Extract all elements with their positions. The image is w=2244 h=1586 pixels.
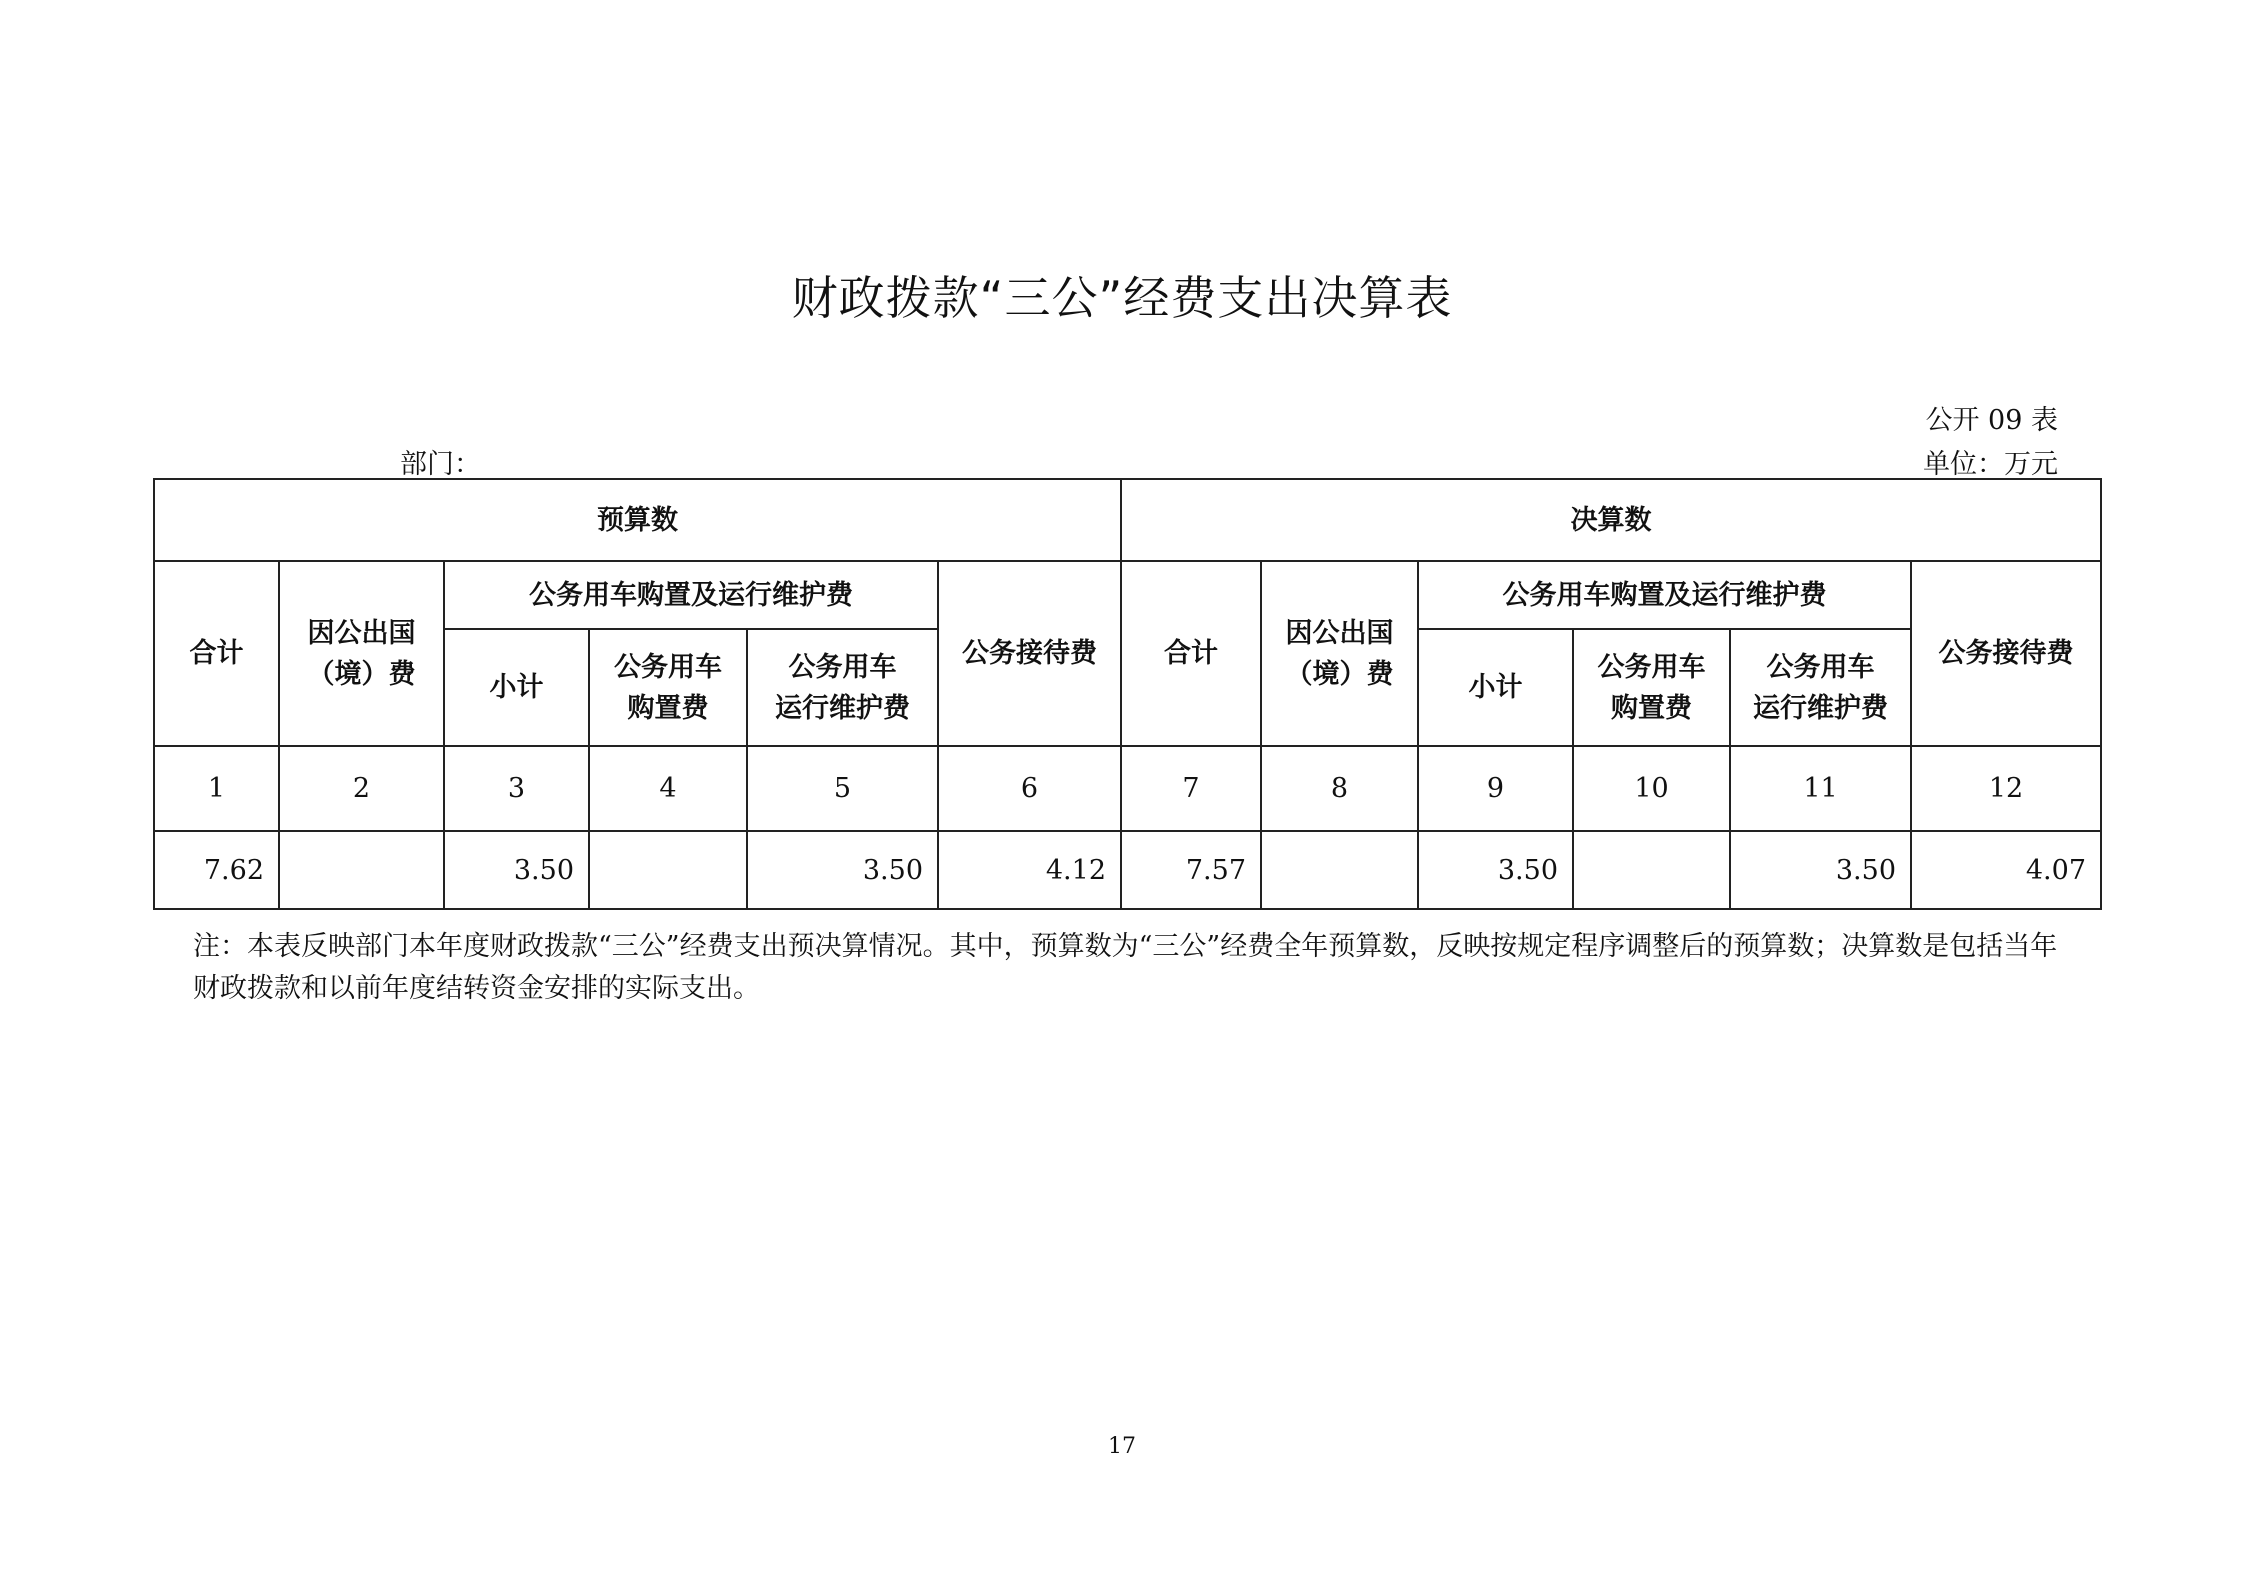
final-group-header: 决算数: [1121, 479, 2101, 561]
final-purchase-header: [1573, 629, 1730, 746]
expenditure-table: [153, 478, 2102, 910]
budget-vehicle-header: 公务用车购置及运行维护费: [444, 561, 938, 629]
final-abroad-header: [1261, 561, 1418, 746]
header-line: 公务用车: [614, 651, 722, 683]
value-row: [154, 831, 2101, 909]
index-cell: 4: [589, 746, 747, 831]
index-cell: 8: [1261, 746, 1418, 831]
final-vehicle-header: 公务用车购置及运行维护费: [1418, 561, 1911, 629]
final-purchase-value: [1573, 831, 1730, 909]
budget-group-header: 预算数: [154, 479, 1121, 561]
header-line: 公务用车: [1766, 651, 1875, 683]
unit-label: 单位：万元: [1923, 449, 2058, 480]
header-line: 购置费: [627, 692, 709, 724]
budget-purchase-header: [589, 629, 747, 746]
department-label: 部门：: [400, 449, 481, 480]
index-cell: 11: [1730, 746, 1911, 831]
index-cell: 1: [154, 746, 279, 831]
budget-reception-header: 公务接待费: [938, 561, 1121, 746]
budget-purchase-value: [589, 831, 747, 909]
header-line: （境）费: [307, 658, 416, 690]
final-total-header: 合计: [1121, 561, 1261, 746]
table-note: 注：本表反映部门本年度财政拨款“三公”经费支出预决算情况。其中，预算数为“三公”经费全年预算数，反映按规定程序调整后的预算数；决算数是包括当年财政拨款和以前年度结转资金安排的实际支出。: [193, 931, 2058, 1004]
budget-total-value: 7.62: [154, 831, 279, 909]
budget-subtotal-value: 3.50: [444, 831, 589, 909]
budget-subtotal-header: 小计: [444, 629, 589, 746]
page-number: 17: [1108, 1434, 1136, 1459]
header-line: 公务用车: [1597, 651, 1706, 683]
index-row: [154, 746, 2101, 831]
header-line: （境）费: [1285, 658, 1394, 690]
header-line: 因公出国: [307, 617, 416, 649]
final-subtotal-value: 3.50: [1418, 831, 1573, 909]
page-title: 财政拨款“三公”经费支出决算表: [791, 271, 1453, 325]
budget-total-header: 合计: [154, 561, 279, 746]
budget-operation-value: 3.50: [747, 831, 938, 909]
header-line: 运行维护费: [1753, 692, 1888, 724]
index-cell: 9: [1418, 746, 1573, 831]
budget-abroad-value: [279, 831, 444, 909]
budget-reception-value: 4.12: [938, 831, 1121, 909]
header-line: 运行维护费: [775, 692, 910, 724]
final-subtotal-header: 小计: [1418, 629, 1573, 746]
header-line: 公务用车: [788, 651, 897, 683]
header-line: 因公出国: [1285, 617, 1394, 649]
final-operation-value: 3.50: [1730, 831, 1911, 909]
final-reception-header: 公务接待费: [1911, 561, 2101, 746]
index-cell: 12: [1911, 746, 2101, 831]
index-cell: 3: [444, 746, 589, 831]
final-reception-value: 4.07: [1911, 831, 2101, 909]
index-cell: 6: [938, 746, 1121, 831]
final-operation-header: [1730, 629, 1911, 746]
header-line: 购置费: [1611, 692, 1692, 724]
final-abroad-value: [1261, 831, 1418, 909]
form-number: 公开 09 表: [1925, 405, 2058, 436]
index-cell: 7: [1121, 746, 1261, 831]
index-cell: 5: [747, 746, 938, 831]
final-total-value: 7.57: [1121, 831, 1261, 909]
budget-operation-header: [747, 629, 938, 746]
index-cell: 2: [279, 746, 444, 831]
budget-abroad-header: [279, 561, 444, 746]
index-cell: 10: [1573, 746, 1730, 831]
